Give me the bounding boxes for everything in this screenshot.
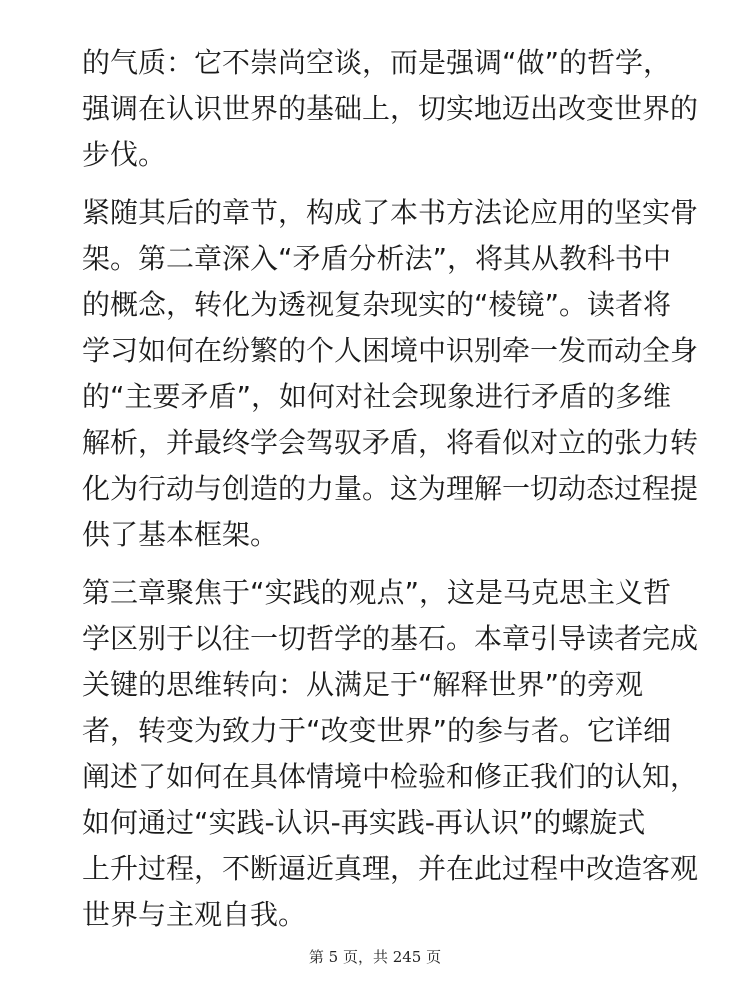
text-line: 架。第二章深入“矛盾分析法”，将其从教科书中 (82, 242, 672, 275)
paragraph-3 (82, 570, 699, 938)
text-line: 步伐。 (82, 138, 167, 171)
text-line: 上升过程，不断逼近真理，并在此过程中改造客观 (82, 852, 699, 885)
text-line: 如何通过“实践-认识-再实践-再认识”的螺旋式 (82, 806, 646, 839)
paragraph-1 (82, 40, 699, 178)
text-line: 的气质：它不崇尚空谈，而是强调“做”的哲学， (82, 46, 672, 79)
text-line: 化为行动与创造的力量。这为理解一切动态过程提 (82, 472, 699, 505)
paragraph-2 (82, 190, 699, 558)
page-number: 第 5 页，共 245 页 (308, 948, 442, 966)
text-line: 者，转变为致力于“改变世界”的参与者。它详细 (82, 714, 672, 747)
text-line: 关键的思维转向：从满足于“解释世界”的旁观 (82, 668, 644, 701)
text-line: 学习如何在纷繁的个人困境中识别牵一发而动全身 (82, 334, 699, 367)
body-text (82, 40, 699, 950)
text-line: 紧随其后的章节，构成了本书方法论应用的坚实骨 (82, 196, 699, 229)
text-line: 学区别于以往一切哲学的基石。本章引导读者完成 (82, 622, 699, 655)
text-line: 的“主要矛盾”，如何对社会现象进行矛盾的多维 (82, 380, 672, 413)
text-line: 解析，并最终学会驾驭矛盾，将看似对立的张力转 (82, 426, 699, 459)
text-line: 供了基本框架。 (82, 518, 279, 551)
text-line: 世界与主观自我。 (82, 898, 307, 931)
text-line: 第三章聚焦于“实践的观点”，这是马克思主义哲 (82, 576, 672, 609)
text-line: 强调在认识世界的基础上，切实地迈出改变世界的 (82, 92, 699, 125)
text-line: 阐述了如何在具体情境中检验和修正我们的认知， (82, 760, 699, 793)
text-line: 的概念，转化为透视复杂现实的“棱镜”。读者将 (82, 288, 672, 321)
